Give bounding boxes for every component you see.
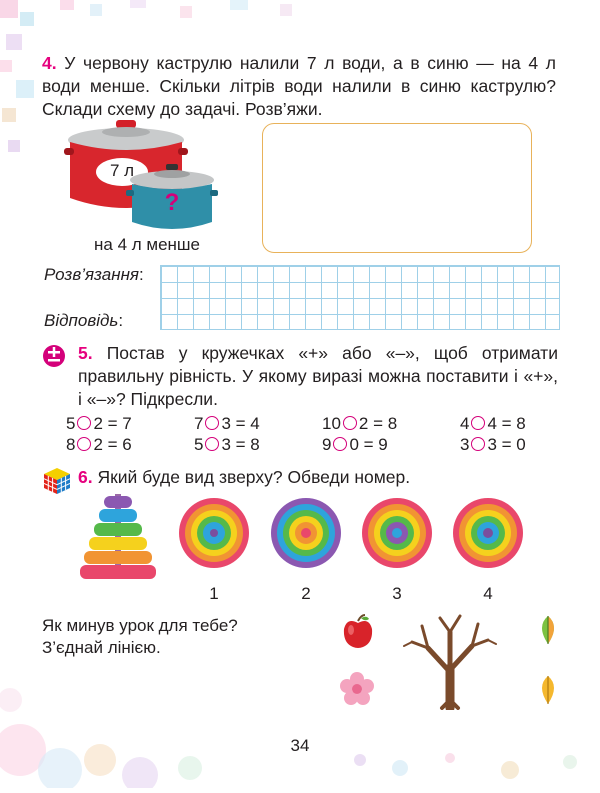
bare-tree-icon[interactable] [400,612,500,710]
option-number-1[interactable]: 1 [209,584,219,603]
reflection-line-1: Як минув урок для тебе? [42,616,238,635]
page-number: 34 [290,736,310,755]
eq-right: 4 = 8 [487,414,526,433]
eq-left: 5 [66,414,76,433]
plus-minus-icon [42,344,66,368]
top-view-option-1[interactable] [178,497,250,569]
decor-top-strip [60,0,320,30]
task4-body: У червону каструлю налили 7 л води, а в синю — на 4 л води менше. Скільки літрів води налили в синю каструлю? Склади схему до задачі. Розв’яжи. [42,53,556,119]
solution-grid[interactable] [160,265,560,330]
sign-circle[interactable] [471,437,485,451]
sign-circle[interactable] [205,437,219,451]
pots-illustration [64,118,224,233]
solution-colon: : [139,265,144,284]
equation [322,435,388,455]
task6-number: 6. [78,467,93,487]
sign-circle[interactable] [77,437,91,451]
red-pot-label: 7 л [109,161,135,180]
eq-left: 4 [460,414,470,433]
equation [66,435,132,455]
decor-bottom-left [0,660,240,788]
option-number-3[interactable]: 3 [392,584,402,603]
equation [66,414,132,434]
sign-circle[interactable] [333,437,347,451]
eq-right: 2 = 6 [93,435,132,454]
top-view-option-2[interactable] [270,497,342,569]
pots-caption: на 4 л менше [94,235,201,254]
eq-left: 3 [460,435,470,454]
task6-body: Який буде вид зверху? Обведи номер. [97,467,411,487]
eq-left: 8 [66,435,76,454]
yellow-leaf-icon[interactable] [536,674,560,706]
eq-right: 0 = 9 [349,435,388,454]
rubiks-cube-icon [42,466,72,496]
task6-text [78,466,558,489]
eq-right: 2 = 8 [358,414,398,433]
eq-right: 3 = 4 [221,414,260,433]
top-view-option-3[interactable] [361,497,433,569]
task5-text [78,342,558,411]
eq-right: 3 = 8 [221,435,260,454]
apple-icon[interactable] [341,613,375,649]
sign-circle[interactable] [471,416,485,430]
equation [460,414,526,434]
option-number-4[interactable]: 4 [483,584,493,603]
eq-left: 9 [322,435,332,454]
task5-number: 5. [78,343,93,363]
scheme-box[interactable] [262,123,532,253]
green-leaf-icon[interactable] [536,614,560,646]
eq-left: 5 [194,435,204,454]
sign-circle[interactable] [205,416,219,430]
reflection-line-2: З’єднай лінією. [42,638,161,657]
sign-circle[interactable] [343,416,357,430]
answer-label-text: Відповідь [44,311,119,330]
eq-right: 2 = 7 [93,414,132,433]
task4-text [42,52,556,121]
equation [322,414,397,434]
solution-label [44,265,144,285]
eq-left: 10 [322,414,341,433]
equation [194,414,260,434]
eq-right: 3 = 0 [487,435,526,454]
option-number-2[interactable]: 2 [301,584,311,603]
solution-label-text: Розв’язання [44,265,140,284]
pyramid-toy [78,492,158,582]
flower-icon[interactable] [339,671,375,705]
task5-body: Постав у кружечках «+» або «–», щоб отримати правильну рівність. У якому виразі можна поставити і «+», і «–»? Підкресли. [78,343,558,409]
answer-label [44,311,123,331]
decor-bottom-right [340,740,600,788]
sign-circle[interactable] [77,416,91,430]
answer-colon: : [118,311,124,330]
equation [460,435,526,455]
blue-pot-label: ? [164,189,180,216]
top-view-option-4[interactable] [452,497,524,569]
eq-left: 7 [194,414,204,433]
equation [194,435,260,455]
task4-number: 4. [42,53,57,73]
